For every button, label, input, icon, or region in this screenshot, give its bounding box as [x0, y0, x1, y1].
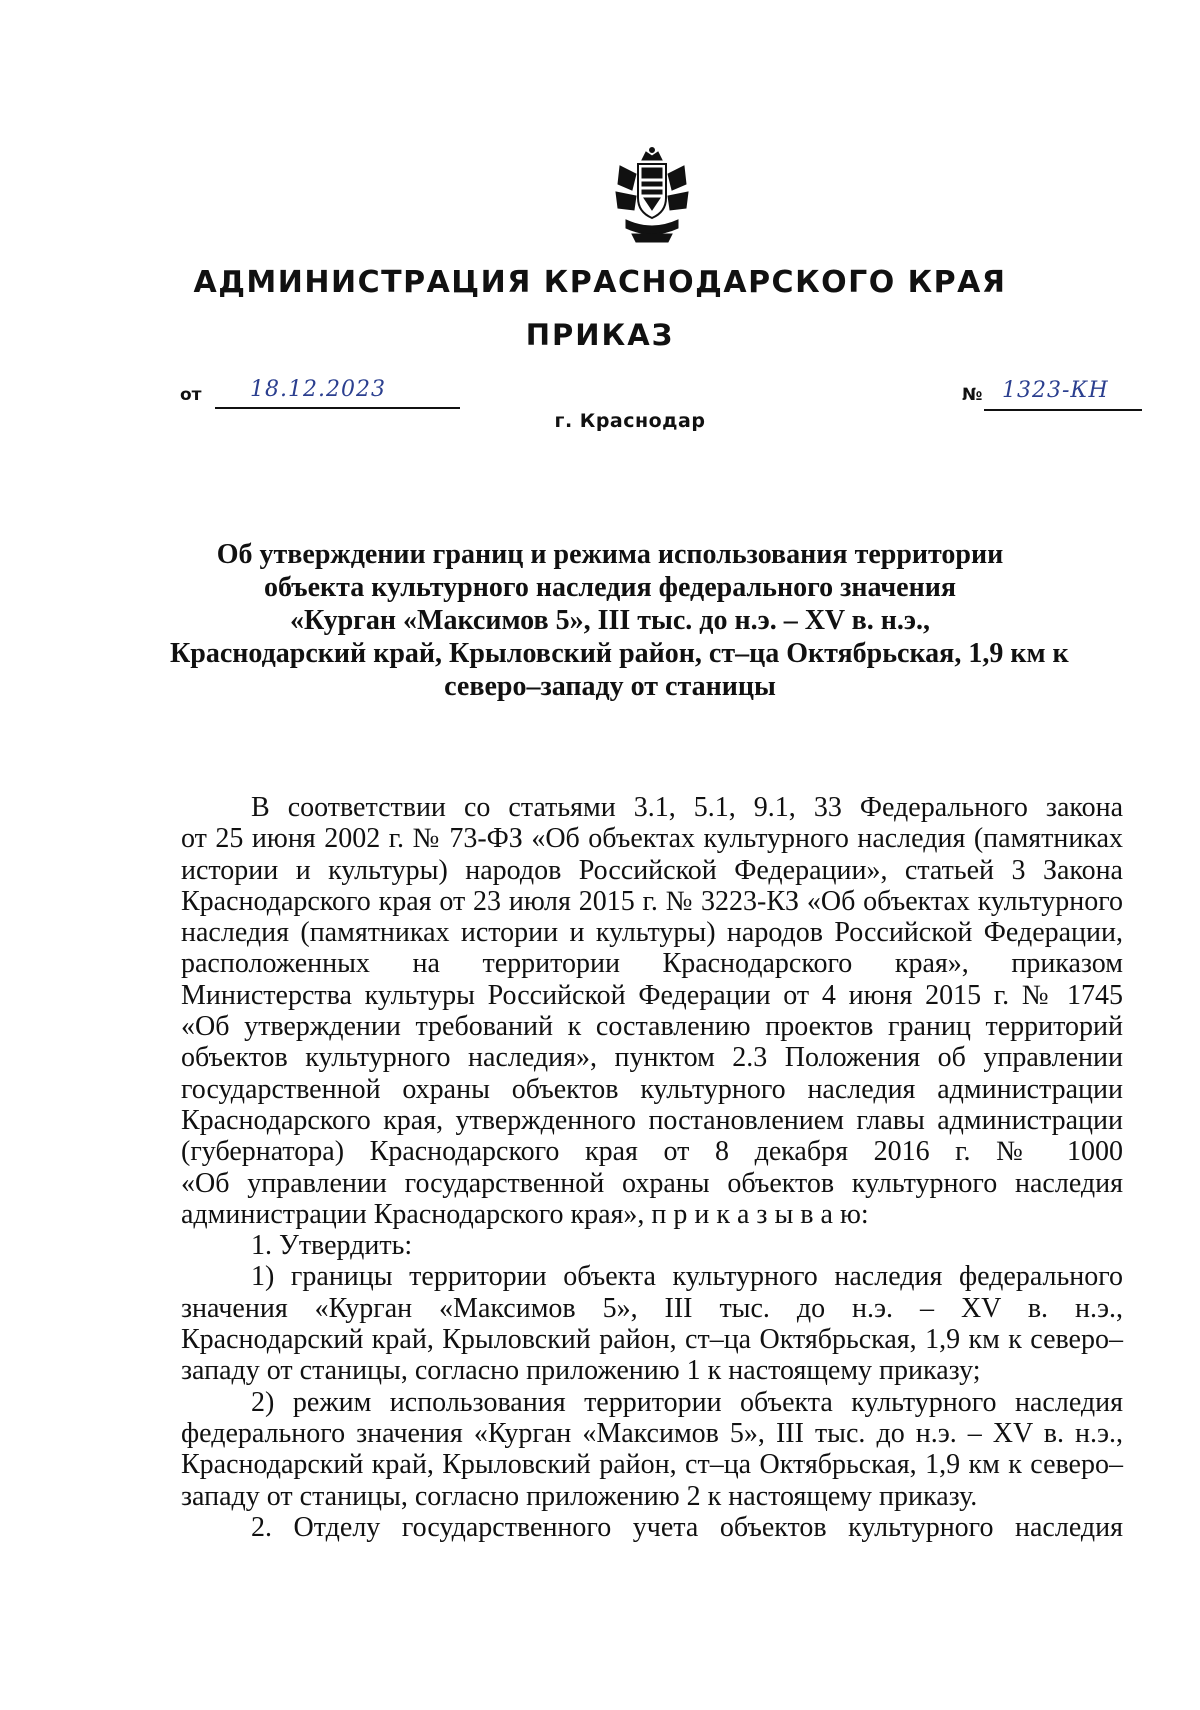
title-line: «Курган «Максимов 5», III тыс. до н.э. – XV в. н.э.,: [290, 605, 930, 636]
body-line: наследия (памятниках истории и культуры) народов Российской Федерации,: [181, 917, 1123, 949]
body-line: Краснодарский край, Крыловский район, ст–ца Октябрьская, 1,9 км к северо–: [181, 1449, 1123, 1481]
body-line: 1) границы территории объекта культурного наследия федерального: [251, 1261, 1123, 1293]
document-title: [170, 538, 1069, 703]
body-line: западу от станицы, согласно приложению 2 к настоящему приказу.: [181, 1480, 978, 1512]
body-line: 2) режим использования территории объекта культурного наследия: [251, 1386, 1123, 1418]
date-field: [180, 377, 460, 413]
title-line: Об утверждении границ и режима использования территории: [216, 539, 1004, 570]
body-line: западу от станицы, согласно приложению 1 к настоящему приказу;: [181, 1355, 981, 1387]
title-line: северо–западу от станицы: [444, 671, 776, 702]
body-line: от 25 июня 2002 г. № 73-ФЗ «Об объектах культурного наследия (памятниках: [181, 823, 1123, 855]
body-line: истории и культуры) народов Российской Федерации», статьей 3 Закона: [181, 854, 1123, 886]
document-body: [181, 792, 1123, 1543]
date-value: 18.12.2023: [250, 377, 386, 402]
body-line: значения «Курган «Максимов 5», III тыс. до н.э. – XV в. н.э.,: [181, 1292, 1123, 1324]
body-line: 1. Утвердить:: [251, 1230, 413, 1262]
body-line: Министерства культуры Российской Федерации от 4 июня 2015 г. № 1745: [181, 979, 1123, 1011]
body-line: Краснодарского края, утвержденного постановлением главы администрации: [181, 1104, 1123, 1136]
date-underline: [215, 407, 460, 409]
number-value: 1323-КН: [1002, 378, 1109, 403]
date-prefix: от: [180, 385, 202, 405]
body-line: государственной охраны объектов культурного наследия администрации: [181, 1073, 1123, 1105]
organization-name: АДМИНИСТРАЦИЯ КРАСНОДАРСКОГО КРАЯ: [193, 265, 1007, 300]
title-line: объекта культурного наследия федерального значения: [263, 572, 957, 603]
body-line: Краснодарский край, Крыловский район, ст–ца Октябрьская, 1,9 км к северо–: [181, 1324, 1123, 1356]
body-line: «Об утверждении требований к составлению проектов границ территорий: [181, 1011, 1123, 1043]
body-line: Краснодарского края от 23 июля 2015 г. № 3223-КЗ «Об объектах культурного: [181, 885, 1123, 917]
number-prefix: №: [962, 385, 983, 405]
title-line: Краснодарский край, Крыловский район, ст–ца Октябрьская, 1,9 км к: [170, 638, 1069, 669]
body-line: объектов культурного наследия», пунктом 2.3 Положения об управлении: [181, 1042, 1123, 1074]
body-line: (губернатора) Краснодарского края от 8 декабря 2016 г. № 1000: [181, 1136, 1123, 1168]
body-line: 2. Отделу государственного учета объектов культурного наследия: [251, 1511, 1123, 1543]
body-line: расположенных на территории Краснодарского края», приказом: [181, 948, 1123, 980]
city: г. Краснодар: [554, 410, 706, 432]
body-line: администрации Краснодарского края», п р и к а з ы в а ю:: [181, 1198, 869, 1230]
body-line: В соответствии со статьями 3.1, 5.1, 9.1, 33 Федерального закона: [251, 792, 1123, 823]
coat-of-arms-emblem: [612, 146, 692, 246]
number-field: [962, 378, 1142, 413]
body-line: «Об управлении государственной охраны объектов культурного наследия: [181, 1167, 1123, 1199]
document-type: ПРИКАЗ: [525, 318, 675, 352]
body-line: федерального значения «Курган «Максимов 5», III тыс. до н.э. – XV в. н.э.,: [181, 1417, 1123, 1449]
